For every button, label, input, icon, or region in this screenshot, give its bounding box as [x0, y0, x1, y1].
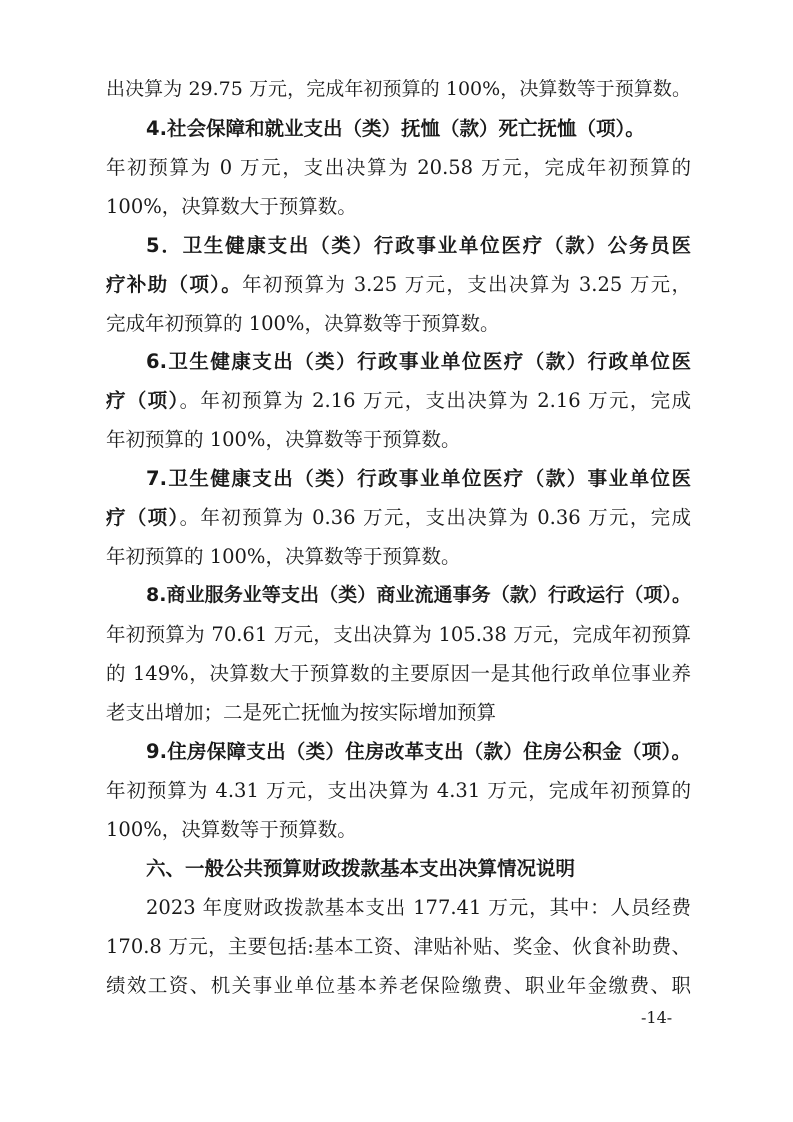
paragraph-line: 170.8 万元，主要包括:基本工资、津贴补贴、奖金、伙食补助费、	[106, 935, 691, 958]
section-heading-6: 6.卫生健康支出（类）行政事业单位医疗（款）行政单位医	[146, 350, 691, 373]
section-heading-9: 9.住房保障支出（类）住房改革支出（款）住房公积金（项）。	[146, 740, 691, 763]
paragraph-line: 出决算为 29.75 万元，完成年初预算的 100%，决算数等于预算数。	[106, 78, 691, 100]
paragraph-line: 绩效工资、机关事业单位基本养老保险缴费、职业年金缴费、职	[106, 974, 691, 997]
paragraph-line: 2023 年度财政拨款基本支出 177.41 万元，其中：人员经费	[146, 896, 691, 919]
paragraph-line: 老支出增加；二是死亡抚恤为按实际增加预算	[106, 701, 497, 724]
section-heading-5: 5．卫生健康支出（类）行政事业单位医疗（款）公务员医	[146, 234, 691, 257]
section-heading-8: 8.商业服务业等支出（类）商业流通事务（款）行政运行（项）。	[146, 584, 691, 606]
page-number: -14-	[641, 1008, 673, 1027]
paragraph-line: 年初预算的 100%，决算数等于预算数。	[106, 545, 461, 568]
paragraph-line: 疗补助（项）。年初预算为 3.25 万元，支出决算为 3.25 万元，	[106, 273, 691, 296]
paragraph-line: 年初预算为 0 万元，支出决算为 20.58 万元，完成年初预算的	[106, 156, 691, 179]
paragraph-line: 100%，决算数大于预算数。	[106, 195, 357, 218]
section-heading-4: 4.社会保障和就业支出（类）抚恤（款）死亡抚恤（项）。	[146, 117, 645, 140]
paragraph-line: 100%，决算数等于预算数。	[106, 818, 357, 841]
paragraph-line: 年初预算的 100%，决算数等于预算数。	[106, 428, 461, 451]
paragraph-line: 完成年初预算的 100%，决算数等于预算数。	[106, 312, 500, 335]
paragraph-line: 年初预算为 70.61 万元，支出决算为 105.38 万元，完成年初预算	[106, 623, 691, 646]
section-heading-7: 7.卫生健康支出（类）行政事业单位医疗（款）事业单位医	[146, 467, 691, 490]
paragraph-line: 疗（项）。年初预算为 2.16 万元，支出决算为 2.16 万元，完成	[106, 389, 691, 412]
section-heading-six: 六、一般公共预算财政拨款基本支出决算情况说明	[146, 857, 576, 880]
paragraph-line: 年初预算为 4.31 万元，支出决算为 4.31 万元，完成年初预算的	[106, 779, 691, 802]
paragraph-line: 的 149%，决算数大于预算数的主要原因一是其他行政单位事业养	[106, 662, 691, 685]
paragraph-line: 疗（项）。年初预算为 0.36 万元，支出决算为 0.36 万元，完成	[106, 506, 691, 529]
